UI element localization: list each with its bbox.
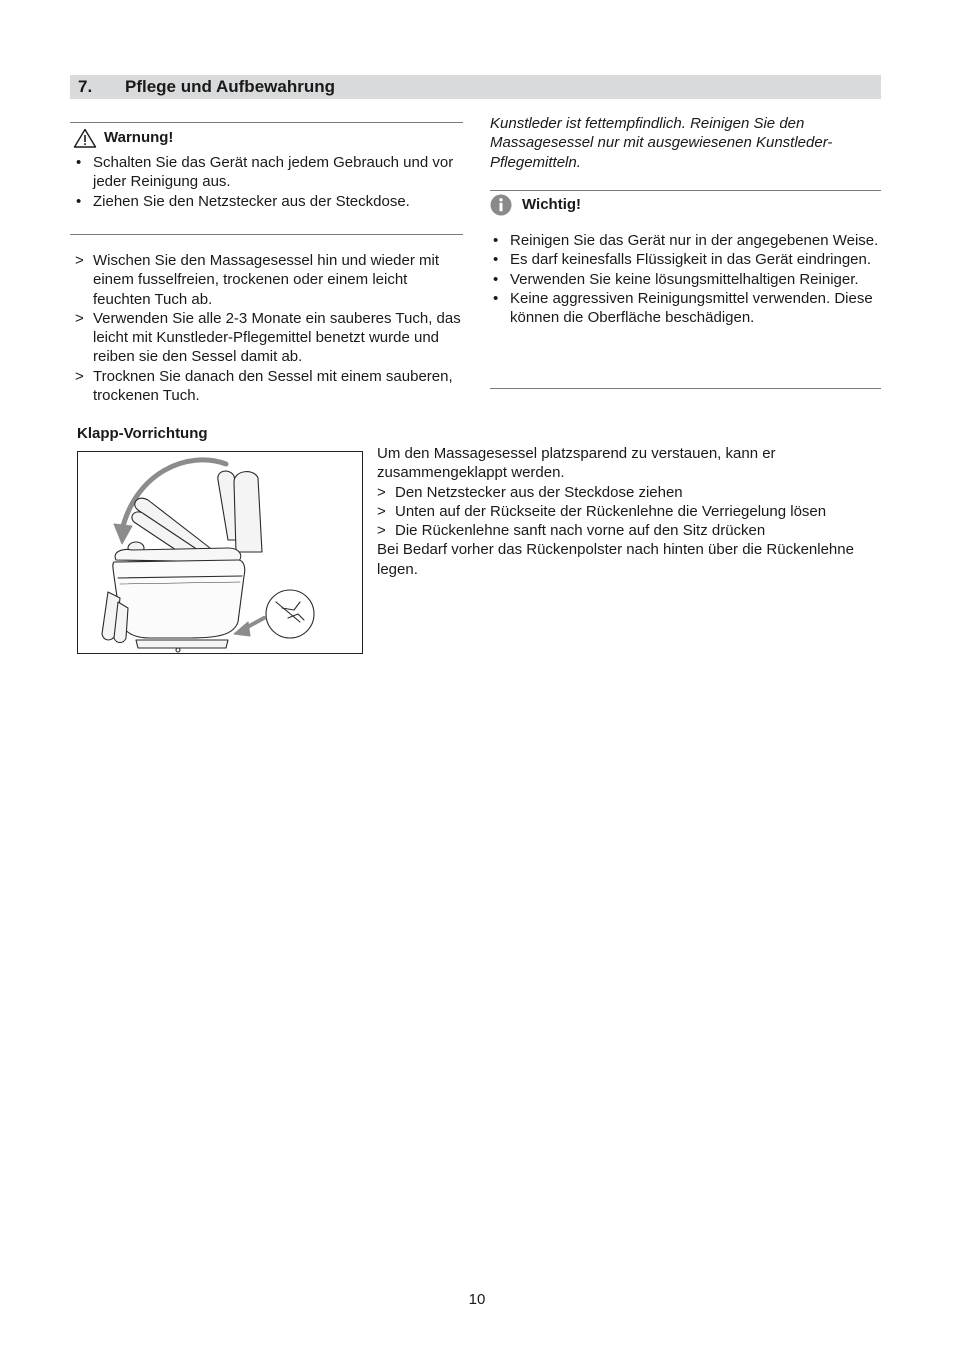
list-item: • Keine aggressiven Reinigungsmittel verwenden. Diese können die Oberfläche beschädigen. [493, 289, 873, 327]
warning-triangle-icon [73, 128, 99, 148]
section-title: Pflege und Aufbewahrung [125, 77, 335, 96]
warning-box [73, 128, 465, 211]
list-item: > Den Netzstecker aus der Steckdose ziehen [377, 483, 683, 501]
important-list [490, 231, 881, 327]
info-circle-icon [490, 194, 512, 216]
list-item: > Verwenden Sie alle 2-3 Monate ein sauberes Tuch, das leicht mit Kunstleder-Pflegemittel benetzt wurde und reiben sie den Sessel damit ab. [75, 309, 461, 366]
list-item: • Reinigen Sie das Gerät nur in der angegebenen Weise. [493, 232, 879, 249]
folding-intro: Um den Massagesessel platzsparend zu verstauen, kann er zusammengeklappt werden. [377, 445, 776, 482]
care-note: Kunstleder ist fettempfindlich. Reinigen Sie den Massagesessel nur mit ausgewiesenen Kunstleder-Pflegemitteln. [490, 115, 833, 171]
important-title: Wichtig! [522, 196, 582, 214]
cleaning-steps-list [73, 251, 465, 405]
list-item: > Die Rückenlehne sanft nach vorne auf den Sitz drücken [377, 522, 766, 540]
list-item: • Schalten Sie das Gerät nach jedem Gebrauch und vor jeder Reinigung aus. [76, 154, 454, 191]
section-header [70, 75, 881, 99]
list-item: > Wischen Sie den Massagesessel hin und wieder mit einem fusselfreien, trockenen oder einem leicht feuchten Tuch ab. [75, 252, 440, 308]
section-number: 7. [78, 77, 93, 96]
divider [70, 234, 463, 235]
folding-heading: Klapp-Vorrichtung [77, 425, 208, 442]
warning-list [73, 153, 465, 211]
chair-folding-drawing [78, 452, 362, 653]
cleaning-steps [73, 251, 465, 405]
list-item: • Verwenden Sie keine lösungsmittelhaltigen Reiniger. [493, 270, 859, 288]
divider [70, 122, 463, 123]
divider [490, 190, 881, 191]
page-number: 10 [468, 1291, 486, 1308]
list-item: • Es darf keinesfalls Flüssigkeit in das Gerät eindringen. [493, 251, 872, 269]
folding-illustration [77, 451, 363, 654]
folding-outro: Bei Bedarf vorher das Rückenpolster nach hinten über die Rückenlehne legen. [377, 541, 854, 578]
folding-steps-list [377, 483, 877, 541]
list-item: > Trocknen Sie danach den Sessel mit einem sauberen, trockenen Tuch. [75, 367, 453, 405]
warning-title: Warnung! [104, 129, 174, 147]
folding-instructions [377, 444, 877, 579]
list-item: > Unten auf der Rückseite der Rückenlehne die Verriegelung lösen [377, 502, 827, 520]
divider [490, 388, 881, 389]
list-item: • Ziehen Sie den Netzstecker aus der Steckdose. [76, 192, 410, 210]
important-box [490, 194, 881, 327]
